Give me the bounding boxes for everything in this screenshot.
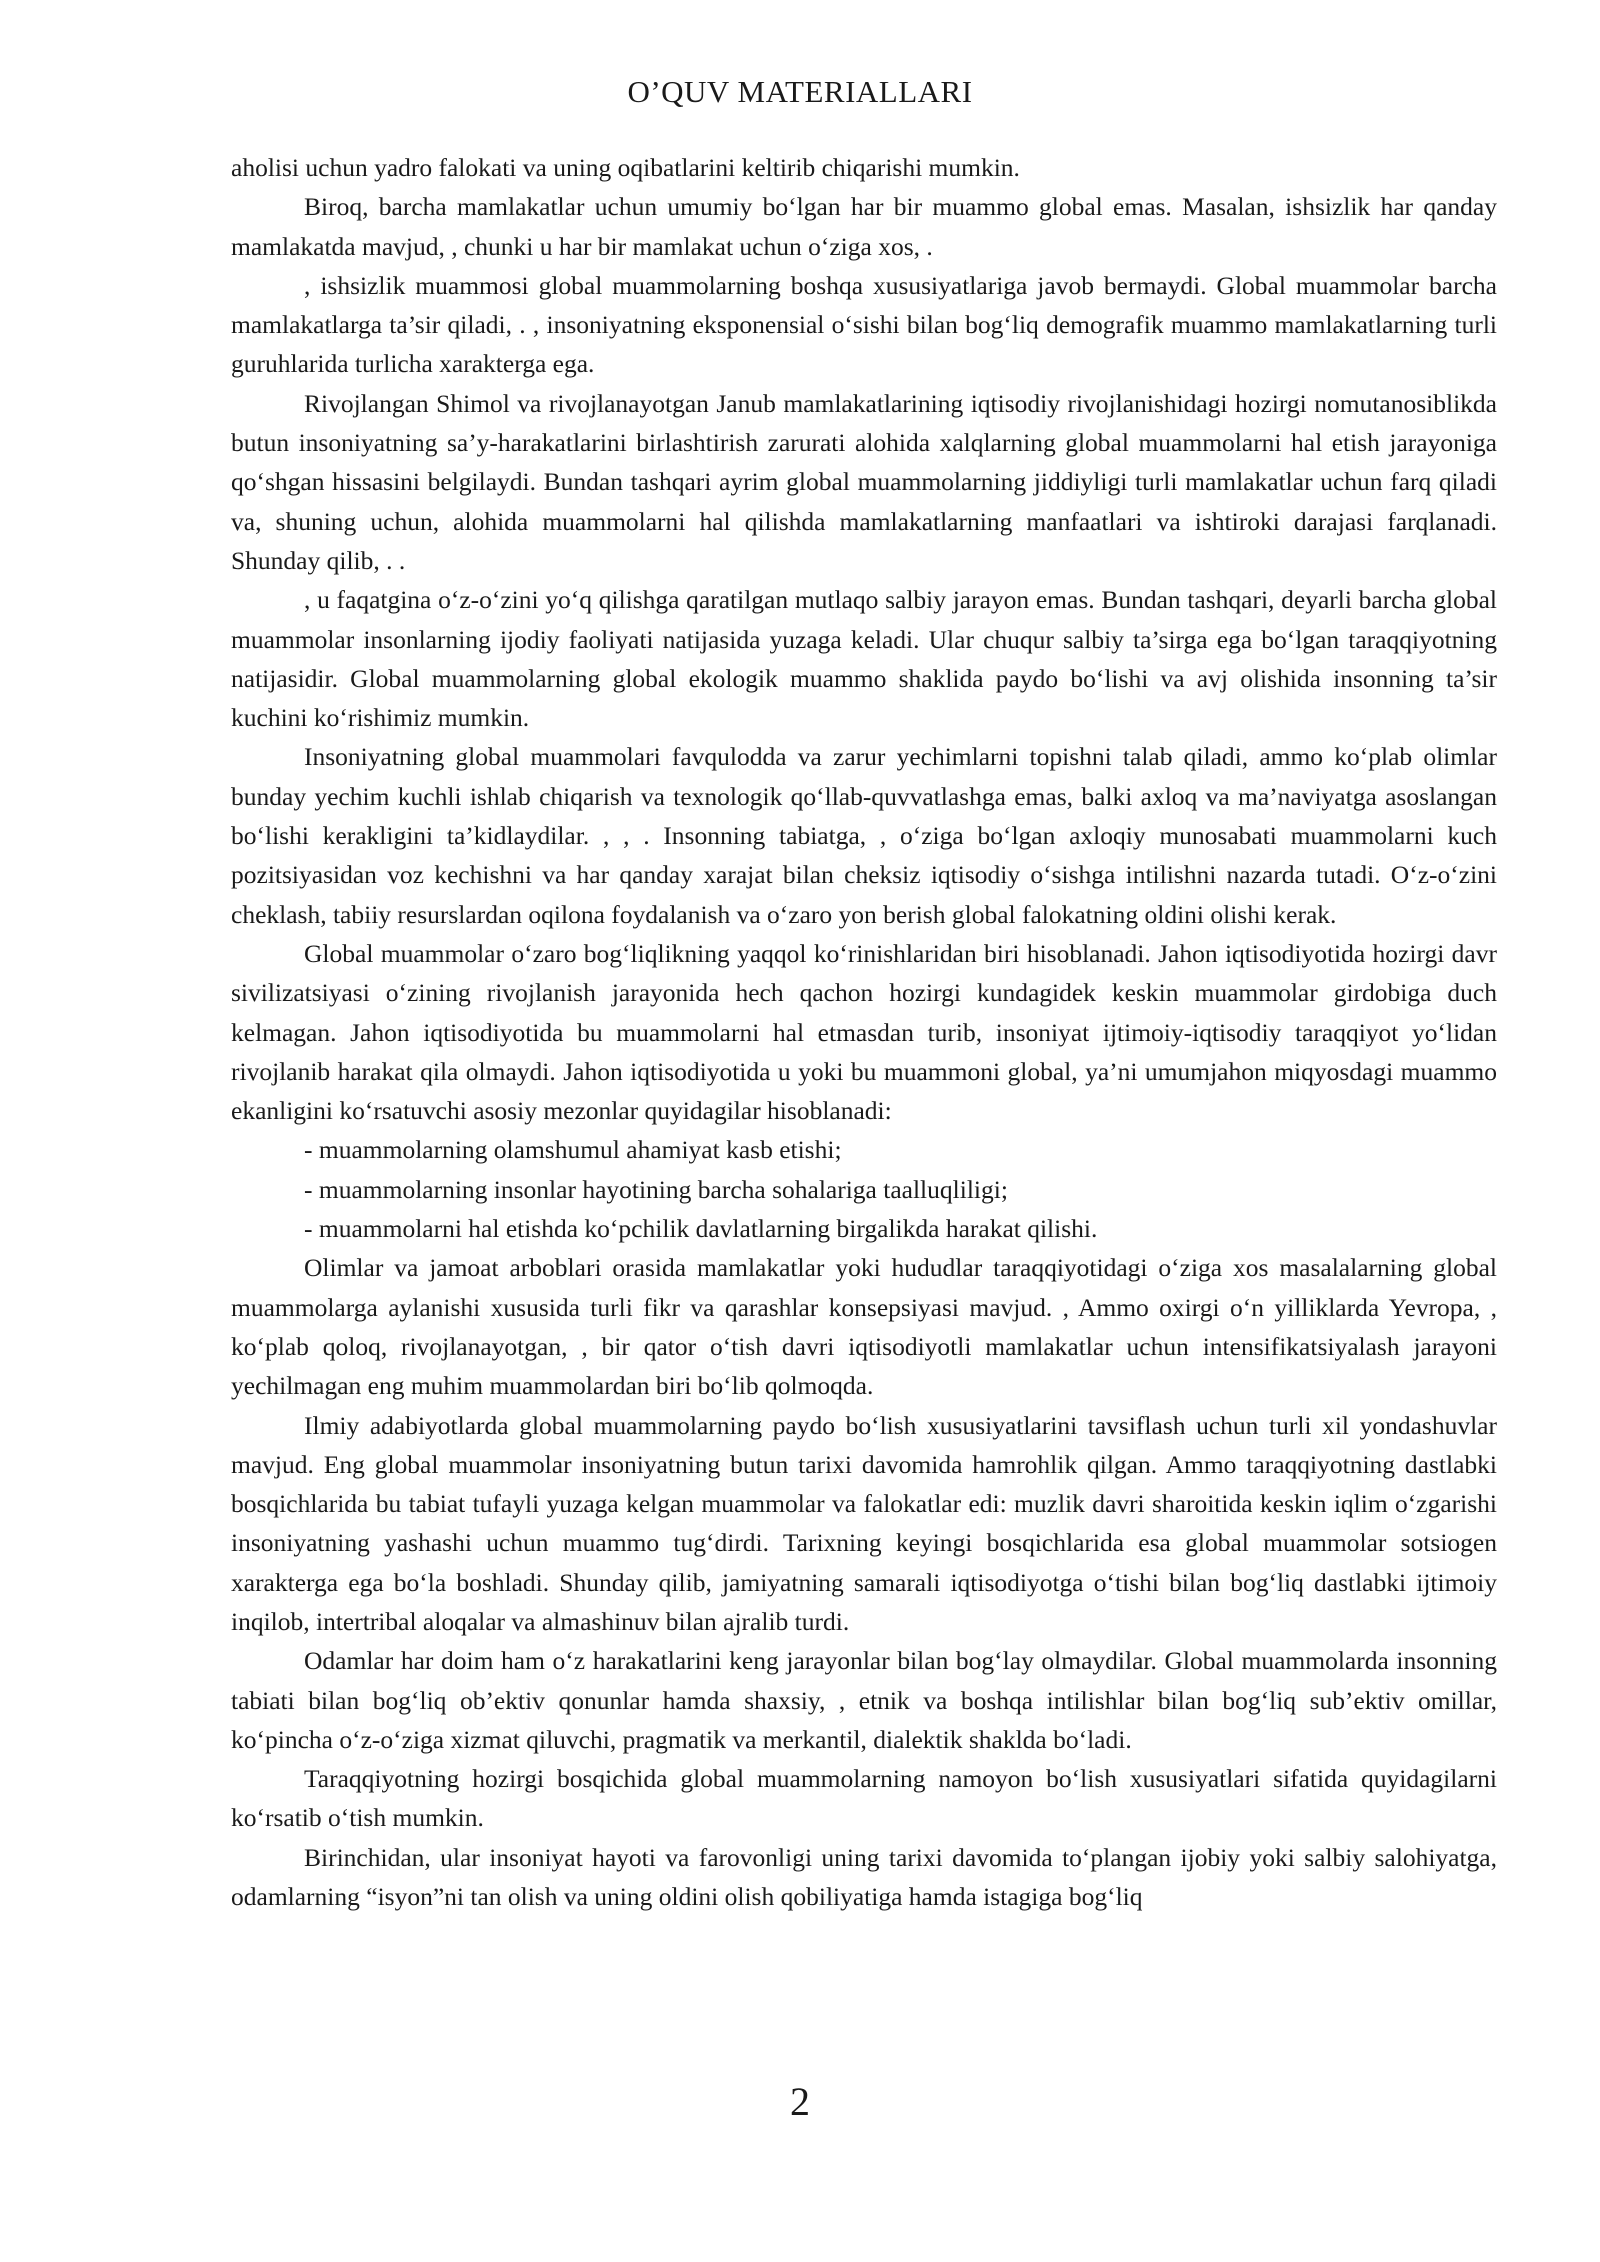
paragraph: Insoniyatning global muammolari favqulodda va zarur yechimlarni topishni talab qiladi, ammo ko‘plab olimlar bunday yechim kuchli ishlab chiqarish va texnologik qo‘llab-quvvatlashga emas, balki axloq va ma’naviyatga asoslangan bo‘lishi kerakligini ta’kidlaydilar. , , . Insonning tabiatga, , o‘ziga bo‘lgan axloqiy munosabati muammolarni kuch pozitsiyasidan voz kechishni va har qanday xarajat bilan cheksiz iqtisodiy o‘sishga intilishni nazarda tutadi. O‘z-o‘zini cheklash, tabiiy resurslardan oqilona foydalanish va o‘zaro yon berish global falokatning oldini olishi kerak.	[231, 742, 1497, 929]
paragraph: Ilmiy adabiyotlarda global muammolarning paydo bo‘lish xususiyatlarini tavsiflash uchun turli xil yondashuvlar mavjud. Eng global muammolar insoniyatning butun tarixi davomida hamrohlik qilgan. Ammo taraqqiyotning dastlabki bosqichlarida bu tabiat tufayli yuzaga kelgan muammolar va falokatlar edi: muzlik davri sharoitida keskin iqlim o‘zgarishi insoniyatning yashashi uchun muammo tug‘dirdi. Tarixning keyingi bosqichlarida esa global muammolar sotsiogen xarakterga ega bo‘la boshladi. Shunday qilib, jamiyatning samarali iqtisodiyotga o‘tishi bilan bog‘liq dastlabki ijtimoiy inqilob, intertribal aloqalar va almashinuv bilan ajralib turdi.	[231, 1410, 1497, 1636]
paragraph: Olimlar va jamoat arboblari orasida mamlakatlar yoki hududlar taraqqiyotidagi o‘ziga xos masalalarning global muammolarga aylanishi xususida turli fikr va qarashlar konsepsiyasi mavjud. , Ammo oxirgi o‘n yilliklarda Yevropa, , ko‘plab qoloq, rivojlanayotgan, , bir qator o‘tish davri iqtisodiyotli mamlakatlar uchun intensifikatsiyalash jarayoni yechilmagan eng muhim muammolardan biri bo‘lib qolmoqda.	[231, 1253, 1497, 1401]
page-header-title: O’QUV MATERIALLARI	[627, 74, 973, 109]
paragraph: Taraqqiyotning hozirgi bosqichida global muammolarning namoyon bo‘lish xususiyatlari sifatida quyidagilarni ko‘rsatib o‘tish mumkin.	[231, 1764, 1497, 1833]
paragraph: , ishsizlik muammosi global muammolarning boshqa xususiyatlariga javob bermaydi. Global muammolar barcha mamlakatlarga ta’sir qiladi, . , insoniyatning eksponensial o‘sishi bilan bog‘liq demografik muammo mamlakatlarning turli guruhlarida turlicha xarakterga ega.	[231, 270, 1497, 379]
list-item: - muammolarning olamshumul ahamiyat kasb etishi;	[304, 1135, 842, 1165]
paragraph: Global muammolar o‘zaro bog‘liqlikning yaqqol ko‘rinishlaridan biri hisoblanadi. Jahon iqtisodiyotida hozirgi davr sivilizatsiyasi o‘zining rivojlanish jarayonida hech qachon hozirgi kundagidek keskin muammolar girdobiga duch kelmagan. Jahon iqtisodiyotida bu muammolarni hal etmasdan turib, insoniyat ijtimoiy-iqtisodiy taraqqiyot yo‘lidan rivojlanib harakat qila olmaydi. Jahon iqtisodiyotida u yoki bu muammoni global, ya’ni umumjahon miqyosdagi muammo ekanligini ko‘rsatuvchi asosiy mezonlar quyidagilar hisoblanadi:	[231, 938, 1497, 1126]
paragraph: Odamlar har doim ham o‘z harakatlarini keng jarayonlar bilan bog‘lay olmaydilar. Global muammolarda insonning tabiati bilan bog‘liq ob’ektiv qonunlar hamda shaxsiy, , etnik va boshqa intilishlar bilan bog‘liq sub’ektiv omillar, ko‘pincha o‘z-o‘ziga xizmat qiluvchi, pragmatik va merkantil, dialektik shaklda bo‘ladi.	[231, 1646, 1497, 1754]
paragraph: , u faqatgina o‘z-o‘zini yo‘q qilishga qaratilgan mutlaqo salbiy jarayon emas. Bundan tashqari, deyarli barcha global muammolar insonlarning ijodiy faoliyati natijasida yuzaga keladi. Ular chuqur salbiy ta’sirga ega bo‘lgan taraqqiyotning natijasidir. Global muammolarning global ekologik muammo shaklida paydo bo‘lishi va avj olishida insonning ta’sir kuchini ko‘rishimiz mumkin.	[231, 585, 1497, 733]
page-number: 2	[790, 2079, 810, 2124]
paragraph: Biroq, barcha mamlakatlar uchun umumiy bo‘lgan har bir muammo global emas. Masalan, ishsizlik har qanday mamlakatda mavjud, , chunki u har bir mamlakat uchun o‘ziga xos, .	[231, 192, 1497, 261]
paragraph: aholisi uchun yadro falokati va uning oqibatlarini keltirib chiqarishi mumkin.	[231, 153, 1020, 182]
paragraph: Rivojlangan Shimol va rivojlanayotgan Janub mamlakatlarining iqtisodiy rivojlanishidagi hozirgi nomutanosiblikda butun insoniyatning sa’y-harakatlarini birlashtirish zarurati alohida xalqlarning global muammolarni hal etish jarayoniga qo‘shgan hissasini belgilaydi. Bundan tashqari ayrim global muammolarning jiddiyligi turli mamlakatlar uchun farq qiladi va, shuning uchun, alohida muammolarni hal qilishda mamlakatlarning manfaatlari va ishtiroki darajasi farqlanadi. Shunday qilib, . .	[231, 388, 1497, 575]
list-item: - muammolarni hal etishda ko‘pchilik davlatlarning birgalikda harakat qilishi.	[304, 1214, 1098, 1244]
paragraph: Birinchidan, ular insoniyat hayoti va farovonligi uning tarixi davomida to‘plangan ijobiy yoki salbiy salohiyatga, odamlarning “isyon”ni tan olish va uning oldini olish qobiliyatiga hamda istagiga bog‘liq	[231, 1842, 1497, 1912]
document-body	[231, 148, 1497, 1916]
list-item: - muammolarning insonlar hayotining barcha sohalariga taalluqliligi;	[304, 1174, 1008, 1204]
